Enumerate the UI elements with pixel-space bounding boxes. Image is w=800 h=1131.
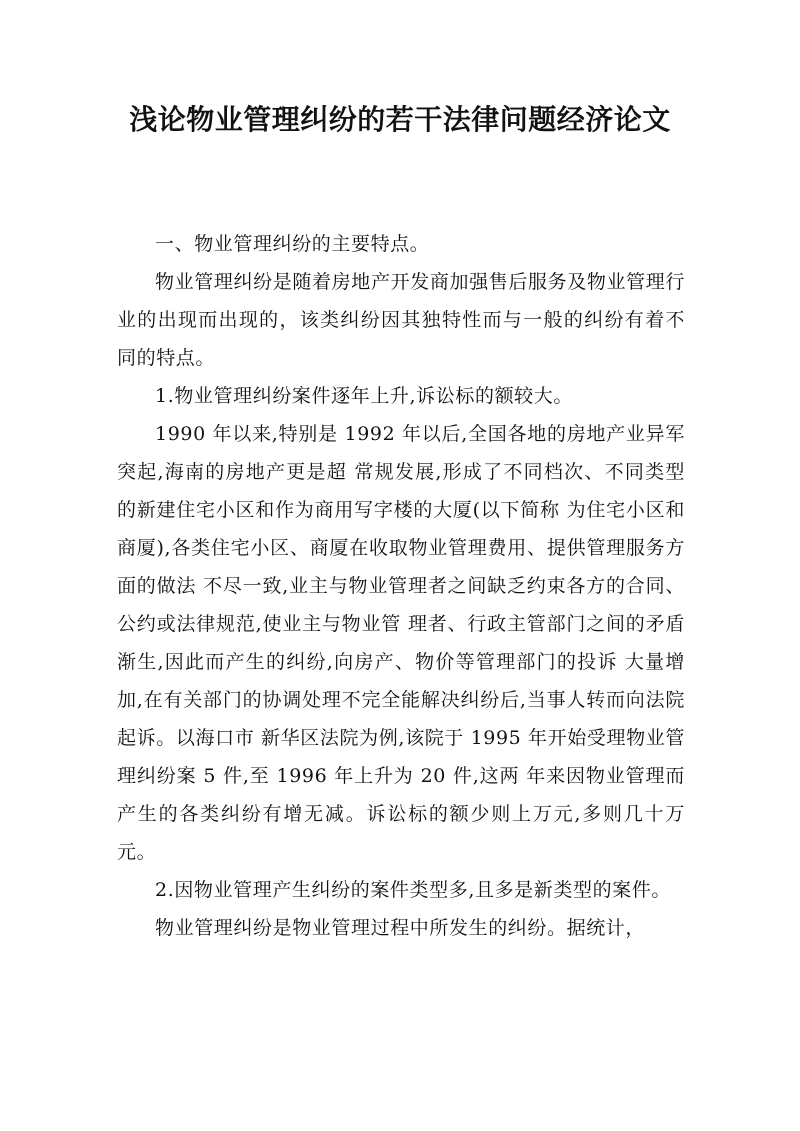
body-paragraph: 物业管理纠纷是随着房地产开发商加强售后服务及物业管理行业的出现而出现的，该类纠纷因其独特性而与一般的纠纷有着不同的特点。 xyxy=(117,271,685,369)
subsection-heading: 1.物业管理纠纷案件逐年上升,诉讼标的额较大。 xyxy=(155,385,573,407)
subsection-heading: 2.因物业管理产生纠纷的案件类型多,且多是新类型的案件。 xyxy=(155,879,671,901)
document-title: 浅论物业管理纠纷的若干法律问题经济论文 xyxy=(129,103,671,136)
document-body xyxy=(117,225,685,947)
body-paragraph: 物业管理纠纷是物业管理过程中所发生的纠纷。据统计， xyxy=(155,917,646,939)
body-paragraph: 1990 年以来,特别是 1992 年以后,全国各地的房地产业异军突起,海南的房地产更是超 常规发展,形成了不同档次、不同类型的新建住宅小区和作为商用写字楼的大厦(以下简称 为住宅小区和商厦),各类住宅小区、商厦在收取物业管理费用、提供管理服务方面的做法 不尽一致,业主与物业管理者之间缺乏约束各方的合同、公约或法律规范,使业主与物业管 理者、行政主管部门之间的矛盾渐生,因此而产生的纠纷,向房产、物价等管理部门的投诉 大量增加,在有关部门的协调处理不完全能解决纠纷后,当事人转而向法院起诉。以海口市 新华区法院为例,该院于 1995 年开始受理物业管理纠纷案 5 件,至 1996 年上升为 20 件,这两 年来因物业管理而产生的各类纠纷有增无减。诉讼标的额少则上万元,多则几十万元。 xyxy=(117,423,685,863)
section-heading: 一、物业管理纠纷的主要特点。 xyxy=(155,233,430,255)
